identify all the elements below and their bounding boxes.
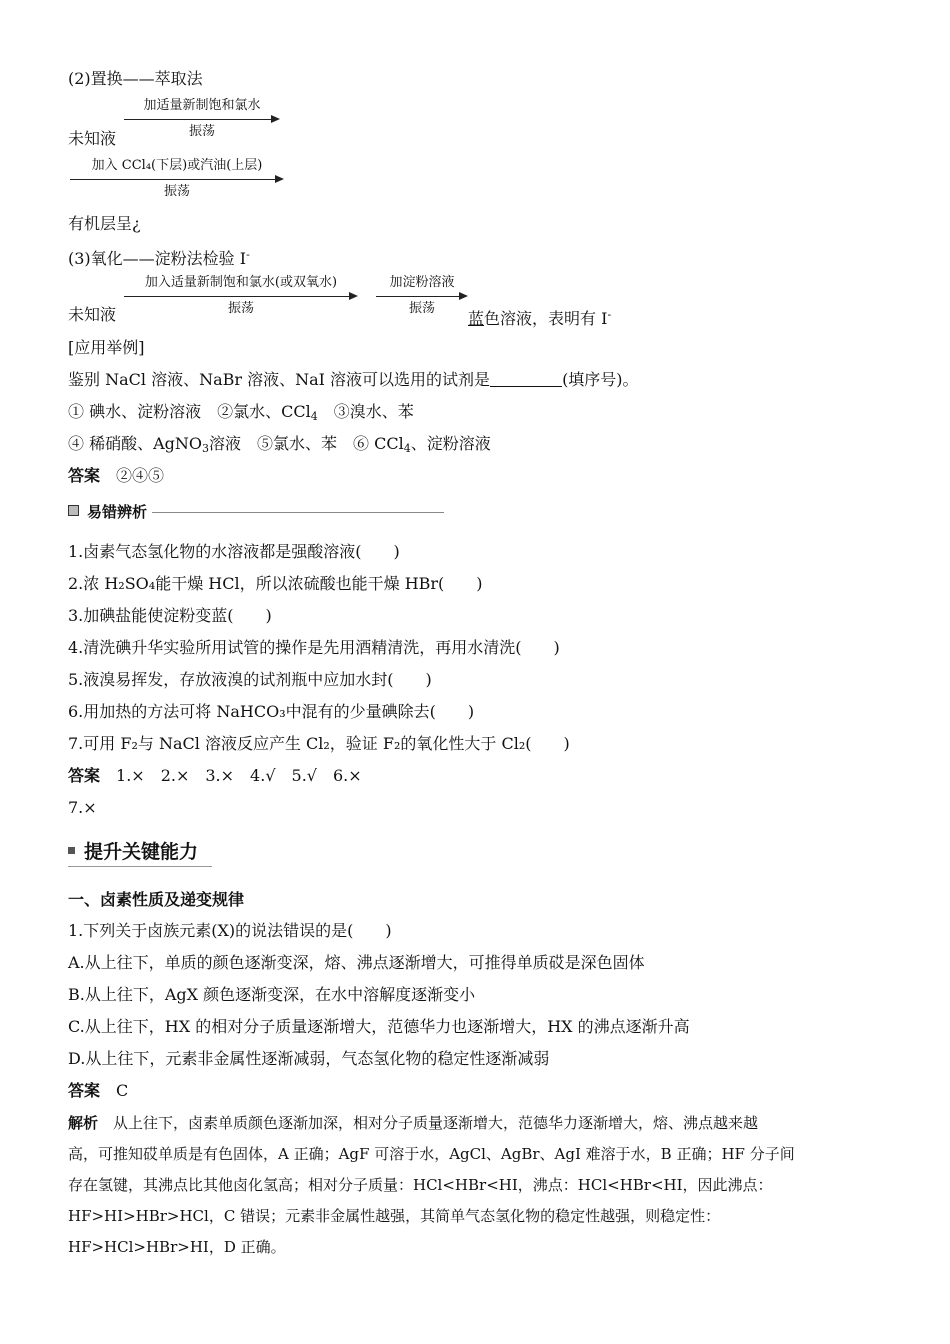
choice-b: B.从上往下，AgX 颜色逐渐变深，在水中溶解度逐渐变小 (68, 985, 476, 1004)
section-divider (152, 512, 444, 513)
section-marker-icon (68, 505, 79, 516)
part2-heading: (2)置换——萃取法 (68, 69, 203, 88)
part3-result (468, 304, 611, 330)
option-text: ③溴水、苯 (317, 402, 414, 421)
choice-d: D.从上往下，元素非金属性逐渐减弱，气态氢化物的稳定性逐渐减弱 (68, 1049, 550, 1068)
subscript: 4 (403, 442, 411, 455)
question-stem: 1.下列关于卤族元素(X)的说法错误的是( ) (68, 921, 392, 940)
question-answer (68, 1080, 128, 1102)
sub-heading: 一、卤素性质及递变规律 (68, 890, 245, 909)
explanation-text: 从上往下，卤素单质颜色逐渐加深，相对分子质量逐渐增大，范德华力逐渐增大，熔、沸点越来越 (113, 1114, 759, 1132)
question-tail: (填序号)。 (562, 370, 639, 389)
arrow-head-icon (349, 292, 358, 300)
option-text: ④ 稀硝酸、AgNO (68, 434, 203, 453)
answer-blank (490, 370, 562, 387)
section-title (68, 839, 198, 865)
subscript: 4 (310, 410, 318, 423)
section-title-text: 提升关键能力 (84, 841, 199, 863)
mistake-item: 6.用加热的方法可将 NaHCO₃中混有的少量碘除去( ) (68, 702, 475, 721)
part3-heading (68, 244, 250, 270)
arrow-head-icon (275, 175, 284, 183)
mistake-item: 5.液溴易挥发，存放液溴的试剂瓶中应加水封( ) (68, 670, 432, 689)
answer-value: 1.× 2.× 3.× 4.√ 5.√ 6.× (116, 766, 362, 785)
result-text: 色溶液，表明有 I (484, 309, 608, 328)
arrow-condition-top: 加入 CCl₄(下层)或汽油(上层) (91, 158, 263, 173)
answer-label: 答案 (68, 1081, 101, 1100)
mistakes-heading (68, 501, 147, 523)
option-text: 、淀粉溶液 (410, 434, 491, 453)
section-marker-icon (68, 847, 75, 854)
mistakes-answer-continued: 7.× (68, 798, 97, 817)
mistake-item: 1.卤素气态氢化物的水溶液都是强酸溶液( ) (68, 542, 400, 561)
arrow-shaft (70, 179, 276, 180)
arrow-shaft (376, 296, 460, 297)
arrow-head-icon (459, 292, 468, 300)
application-question (68, 369, 639, 391)
superscript: - (246, 248, 250, 261)
options-line (68, 433, 491, 460)
arrow-condition-top: 加适量新制饱和氯水 (143, 98, 261, 113)
answer-value: C (116, 1081, 129, 1100)
explanation-line: HF>HCl>HBr>HI，D 正确。 (68, 1238, 286, 1256)
part3-heading-text: (3)氧化——淀粉法检验 I (68, 249, 247, 268)
answer-value: ②④⑤ (116, 466, 165, 485)
mistakes-heading-text: 易错辨析 (87, 503, 148, 521)
subscript: 3 (202, 442, 210, 455)
section-title-underline (68, 866, 212, 867)
application-heading: [应用举例] (68, 338, 145, 357)
unknown-solution-label: 未知液 (68, 305, 117, 324)
options-line (68, 401, 414, 428)
superscript: - (607, 308, 612, 321)
application-answer (68, 465, 164, 487)
option-text: 溶液 ⑤氯水、苯 ⑥ CCl (209, 434, 404, 453)
answer-label: 答案 (68, 466, 101, 485)
arrow-shaft (124, 119, 272, 120)
mistake-item: 2.浓 H₂SO₄能干燥 HCl，所以浓硫酸也能干燥 HBr( ) (68, 574, 483, 593)
explanation-label: 解析 (68, 1114, 99, 1132)
explanation-line (68, 1112, 758, 1134)
arrow-condition-bottom: 振荡 (227, 301, 254, 316)
part2-result: 有机层呈¿ (68, 214, 141, 233)
choice-c: C.从上往下，HX 的相对分子质量逐渐增大，范德华力也逐渐增大，HX 的沸点逐渐升高 (68, 1017, 690, 1036)
unknown-solution-label: 未知液 (68, 129, 117, 148)
arrow-condition-bottom: 振荡 (163, 184, 190, 199)
explanation-line: HF>HI>HBr>HCl，C 错误；元素非金属性越强，其简单气态氢化物的稳定性越强，则稳定性： (68, 1207, 721, 1225)
choice-a: A.从上往下，单质的颜色逐渐变深，熔、沸点逐渐增大，可推得单质砹是深色固体 (68, 953, 645, 972)
arrow-head-icon (271, 115, 280, 123)
mistake-item: 4.清洗碘升华实验所用试管的操作是先用酒精清洗，再用水清洗( ) (68, 638, 560, 657)
option-text: ① 碘水、淀粉溶液 ②氯水、CCl (68, 402, 311, 421)
arrow-condition-bottom: 振荡 (408, 301, 435, 316)
explanation-line: 高，可推知砹单质是有色固体，A 正确；AgF 可溶于水，AgCl、AgBr、AgI 难溶于水，B 正确；HF 分子间 (68, 1145, 795, 1163)
mistake-item: 7.可用 F₂与 NaCl 溶液反应产生 Cl₂，验证 F₂的氧化性大于 Cl₂( ) (68, 734, 570, 753)
arrow-condition-bottom: 振荡 (188, 124, 215, 139)
arrow-condition-top: 加入适量新制饱和氯水(或双氧水) (144, 275, 338, 290)
arrow-condition-top: 加淀粉溶液 (389, 275, 455, 290)
mistake-item: 3.加碘盐能使淀粉变蓝( ) (68, 606, 272, 625)
question-text: 鉴别 NaCl 溶液、NaBr 溶液、NaI 溶液可以选用的试剂是 (68, 370, 491, 389)
arrow-shaft (124, 296, 350, 297)
explanation-line: 存在氢键，其沸点比其他卤化氢高；相对分子质量：HCl<HBr<HI，沸点：HCl<HBr<HI，因此沸点： (68, 1176, 773, 1194)
mistakes-answer (68, 765, 362, 787)
answer-label: 答案 (68, 766, 101, 785)
result-color-answer: 蓝 (468, 309, 485, 328)
